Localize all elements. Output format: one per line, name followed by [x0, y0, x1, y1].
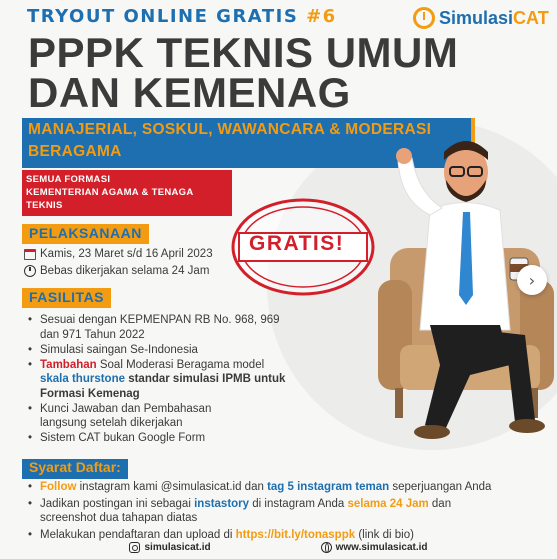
fasilitas-highlight: Tambahan — [40, 358, 97, 371]
fasilitas-item-text: Simulasi saingan Se-Indonesia — [40, 343, 198, 356]
fasilitas-item-text: Sesuai dengan KEPMENPAN RB No. 968, 969 — [40, 314, 280, 326]
raised-arm — [398, 158, 442, 215]
syarat-text: seperjuangan Anda — [389, 481, 492, 493]
fasilitas-highlight: skala thurstone — [40, 373, 125, 385]
syarat-text: (link di bio) — [355, 528, 414, 541]
pelaksanaan-time: Bebas dikerjakan selama 24 Jam — [40, 265, 210, 277]
syarat-text: screenshot dua tahapan diatas — [40, 512, 198, 524]
fasilitas-item — [27, 358, 337, 402]
syarat-highlight: instastory — [194, 497, 250, 510]
armchair-leg — [395, 388, 403, 418]
fasilitas-item-text: langsung setelah dikerjakan — [40, 417, 183, 429]
tryout-heading — [27, 6, 337, 27]
syarat-highlight: tag 5 instagram teman — [267, 481, 390, 493]
waving-hand — [396, 148, 412, 164]
tryout-number: #6 — [306, 6, 337, 27]
fasilitas-label: FASILITAS — [22, 288, 111, 308]
next-slide-button[interactable] — [517, 265, 547, 295]
title-line-2: DAN KEMENAG — [28, 69, 351, 116]
footer — [0, 538, 557, 556]
syarat-label: Syarat Daftar: — [22, 459, 128, 479]
brand-prefix: Simulasi — [439, 7, 514, 28]
registration-link[interactable]: https://bit.ly/tonasppk — [235, 528, 356, 541]
footer-website-url: www.simulasicat.id — [335, 541, 428, 553]
fasilitas-item — [27, 343, 337, 358]
formasi-line-3: TEKNIS — [26, 200, 63, 211]
fasilitas-item-text: Formasi Kemenag — [40, 387, 140, 400]
syarat-highlight: Follow — [40, 481, 77, 493]
instagram-icon — [129, 542, 140, 553]
pelaksanaan-date-row — [24, 248, 213, 260]
title-line-1: PPPK TEKNIS UMUM — [28, 29, 459, 76]
syarat-list — [27, 480, 547, 544]
formasi-line-2: KEMENTERIAN AGAMA & TENAGA — [26, 187, 194, 198]
syarat-text: di instagram Anda — [249, 497, 348, 510]
fasilitas-item-text: Soal Moderasi Beragama model — [96, 358, 265, 371]
fasilitas-item-text: dan 971 Tahun 2022 — [40, 328, 145, 341]
formasi-line-1: SEMUA FORMASI — [26, 174, 111, 185]
syarat-text: Jadikan postingan ini sebagai — [40, 497, 195, 510]
shoe — [414, 425, 450, 439]
footer-website — [321, 542, 428, 553]
pelaksanaan-date: Kamis, 23 Maret s/d 16 April 2023 — [40, 248, 213, 260]
fasilitas-item — [27, 313, 337, 342]
stamp-text: GRATIS! — [249, 232, 345, 255]
brand-name — [439, 8, 549, 29]
pelaksanaan-time-row — [24, 265, 209, 277]
syarat-text: instagram kami @simulasicat.id dan — [76, 481, 268, 493]
fasilitas-item — [27, 402, 337, 431]
shoe — [509, 419, 545, 433]
fasilitas-item-text: Kunci Jawaban dan Pembahasan — [40, 402, 212, 415]
calendar-icon — [24, 249, 36, 260]
formasi-banner — [22, 170, 232, 216]
pelaksanaan-label: PELAKSANAAN — [22, 224, 149, 244]
globe-icon — [321, 542, 332, 553]
chevron-right-icon: › — [528, 270, 536, 290]
main-title — [28, 29, 459, 116]
footer-instagram-handle: simulasicat.id — [144, 541, 211, 553]
subtitle-line-2: BERAGAMA — [28, 143, 122, 160]
power-clock-icon — [413, 7, 435, 29]
footer-instagram — [129, 542, 210, 553]
syarat-text: dan — [428, 497, 452, 510]
tryout-text: TRYOUT ONLINE GRATIS — [27, 6, 299, 27]
fasilitas-list — [27, 313, 337, 446]
syarat-item — [27, 497, 547, 526]
clock-icon — [24, 265, 36, 277]
fasilitas-item-text: standar simulasi IPMB untuk — [125, 373, 286, 385]
syarat-item — [27, 480, 547, 495]
brand-suffix: CAT — [513, 7, 549, 28]
fasilitas-item-text: Sistem CAT bukan Google Form — [40, 432, 206, 444]
syarat-highlight: selama 24 Jam — [347, 497, 429, 510]
subtitle-line-1: MANAJERIAL, SOSKUL, WAWANCARA & MODERASI — [28, 121, 432, 138]
syarat-text: Melakukan pendaftaran dan upload di — [40, 528, 236, 541]
fasilitas-item — [27, 431, 337, 446]
brand-logo — [413, 5, 553, 31]
